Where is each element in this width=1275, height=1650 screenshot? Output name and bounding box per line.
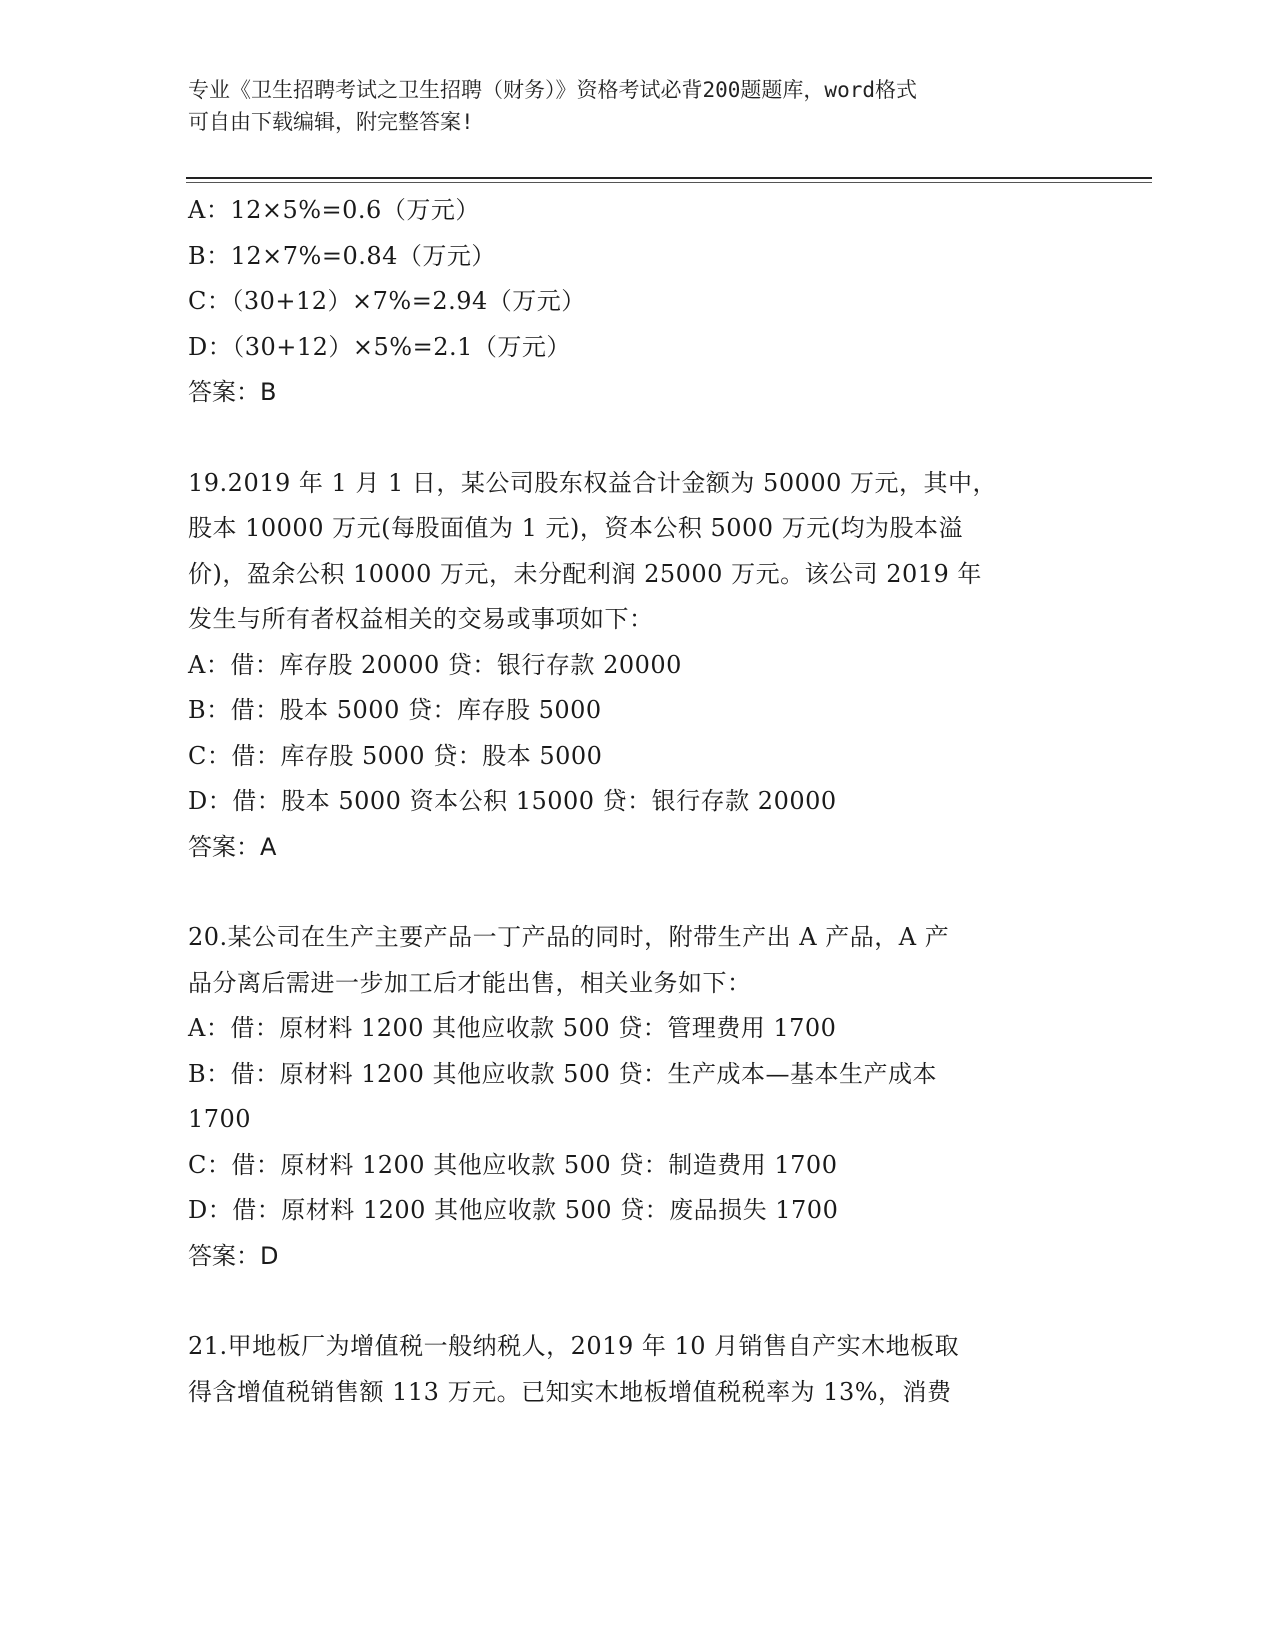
option-c: C：借：原材料 1200 其他应收款 500 贷：制造费用 1700 [188,1150,838,1179]
question-stem-line: 品分离后需进一步加工后才能出售，相关业务如下： [188,968,752,997]
question-stem-line: 20.某公司在生产主要产品一丁产品的同时，附带生产出 A 产品，A 产 [188,923,950,951]
option-b: B：12×7%=0.84（万元） [188,241,496,270]
document-header [188,74,1068,138]
option-b: B：借：原材料 1200 其他应收款 500 贷：生产成本—基本生产成本 [188,1059,938,1088]
header-divider-thick [186,177,1152,179]
option-d: D：（30+12）×5%=2.1（万元） [188,332,571,361]
question-content [188,188,1068,1415]
answer-line: 答案：D [188,1241,279,1270]
question-stem-line: 得含增值税销售额 113 万元。已知实木地板增值税税率为 13%，消费 [188,1377,952,1406]
spacer [188,416,1068,461]
option-d: D：借：股本 5000 资本公积 15000 贷：银行存款 20000 [188,787,837,815]
question-stem-line: 21.甲地板厂为增值税一般纳税人，2019 年 10 月销售自产实木地板取 [188,1332,960,1360]
answer-line: 答案：A [188,832,277,861]
question-20-block [188,915,1068,1279]
answer-line: 答案：B [188,378,277,406]
option-a: A：借：库存股 20000 贷：银行存款 20000 [188,650,682,679]
option-b: B：借：股本 5000 贷：库存股 5000 [188,696,602,724]
question-stem-line: 价)，盈余公积 10000 万元，未分配利润 25000 万元。该公司 2019 年 [188,559,982,588]
option-b-continued: 1700 [188,1105,252,1133]
header-line-1: 专业《卫生招聘考试之卫生招聘（财务）》资格考试必背200题题库，word格式 [188,78,917,102]
option-a: A：借：原材料 1200 其他应收款 500 贷：管理费用 1700 [188,1014,837,1042]
question-stem-line: 股本 10000 万元(每股面值为 1 元)，资本公积 5000 万元(均为股本溢 [188,514,964,542]
header-divider-thin [186,182,1152,183]
spacer [188,1279,1068,1324]
option-d: D：借：原材料 1200 其他应收款 500 贷：废品损失 1700 [188,1196,839,1224]
question-18-block [188,188,1068,416]
spacer [188,870,1068,915]
option-a: A：12×5%=0.6（万元） [188,196,480,224]
question-19-block [188,461,1068,871]
question-stem-line: 发生与所有者权益相关的交易或事项如下： [188,605,654,633]
question-stem-line: 19.2019 年 1 月 1 日，某公司股东权益合计金额为 50000 万元，其中， [188,468,998,497]
header-line-2: 可自由下载编辑，附完整答案! [188,110,474,134]
question-21-block [188,1324,1068,1415]
option-c: C：（30+12）×7%=2.94（万元） [188,287,586,315]
option-c: C：借：库存股 5000 贷：股本 5000 [188,741,603,770]
